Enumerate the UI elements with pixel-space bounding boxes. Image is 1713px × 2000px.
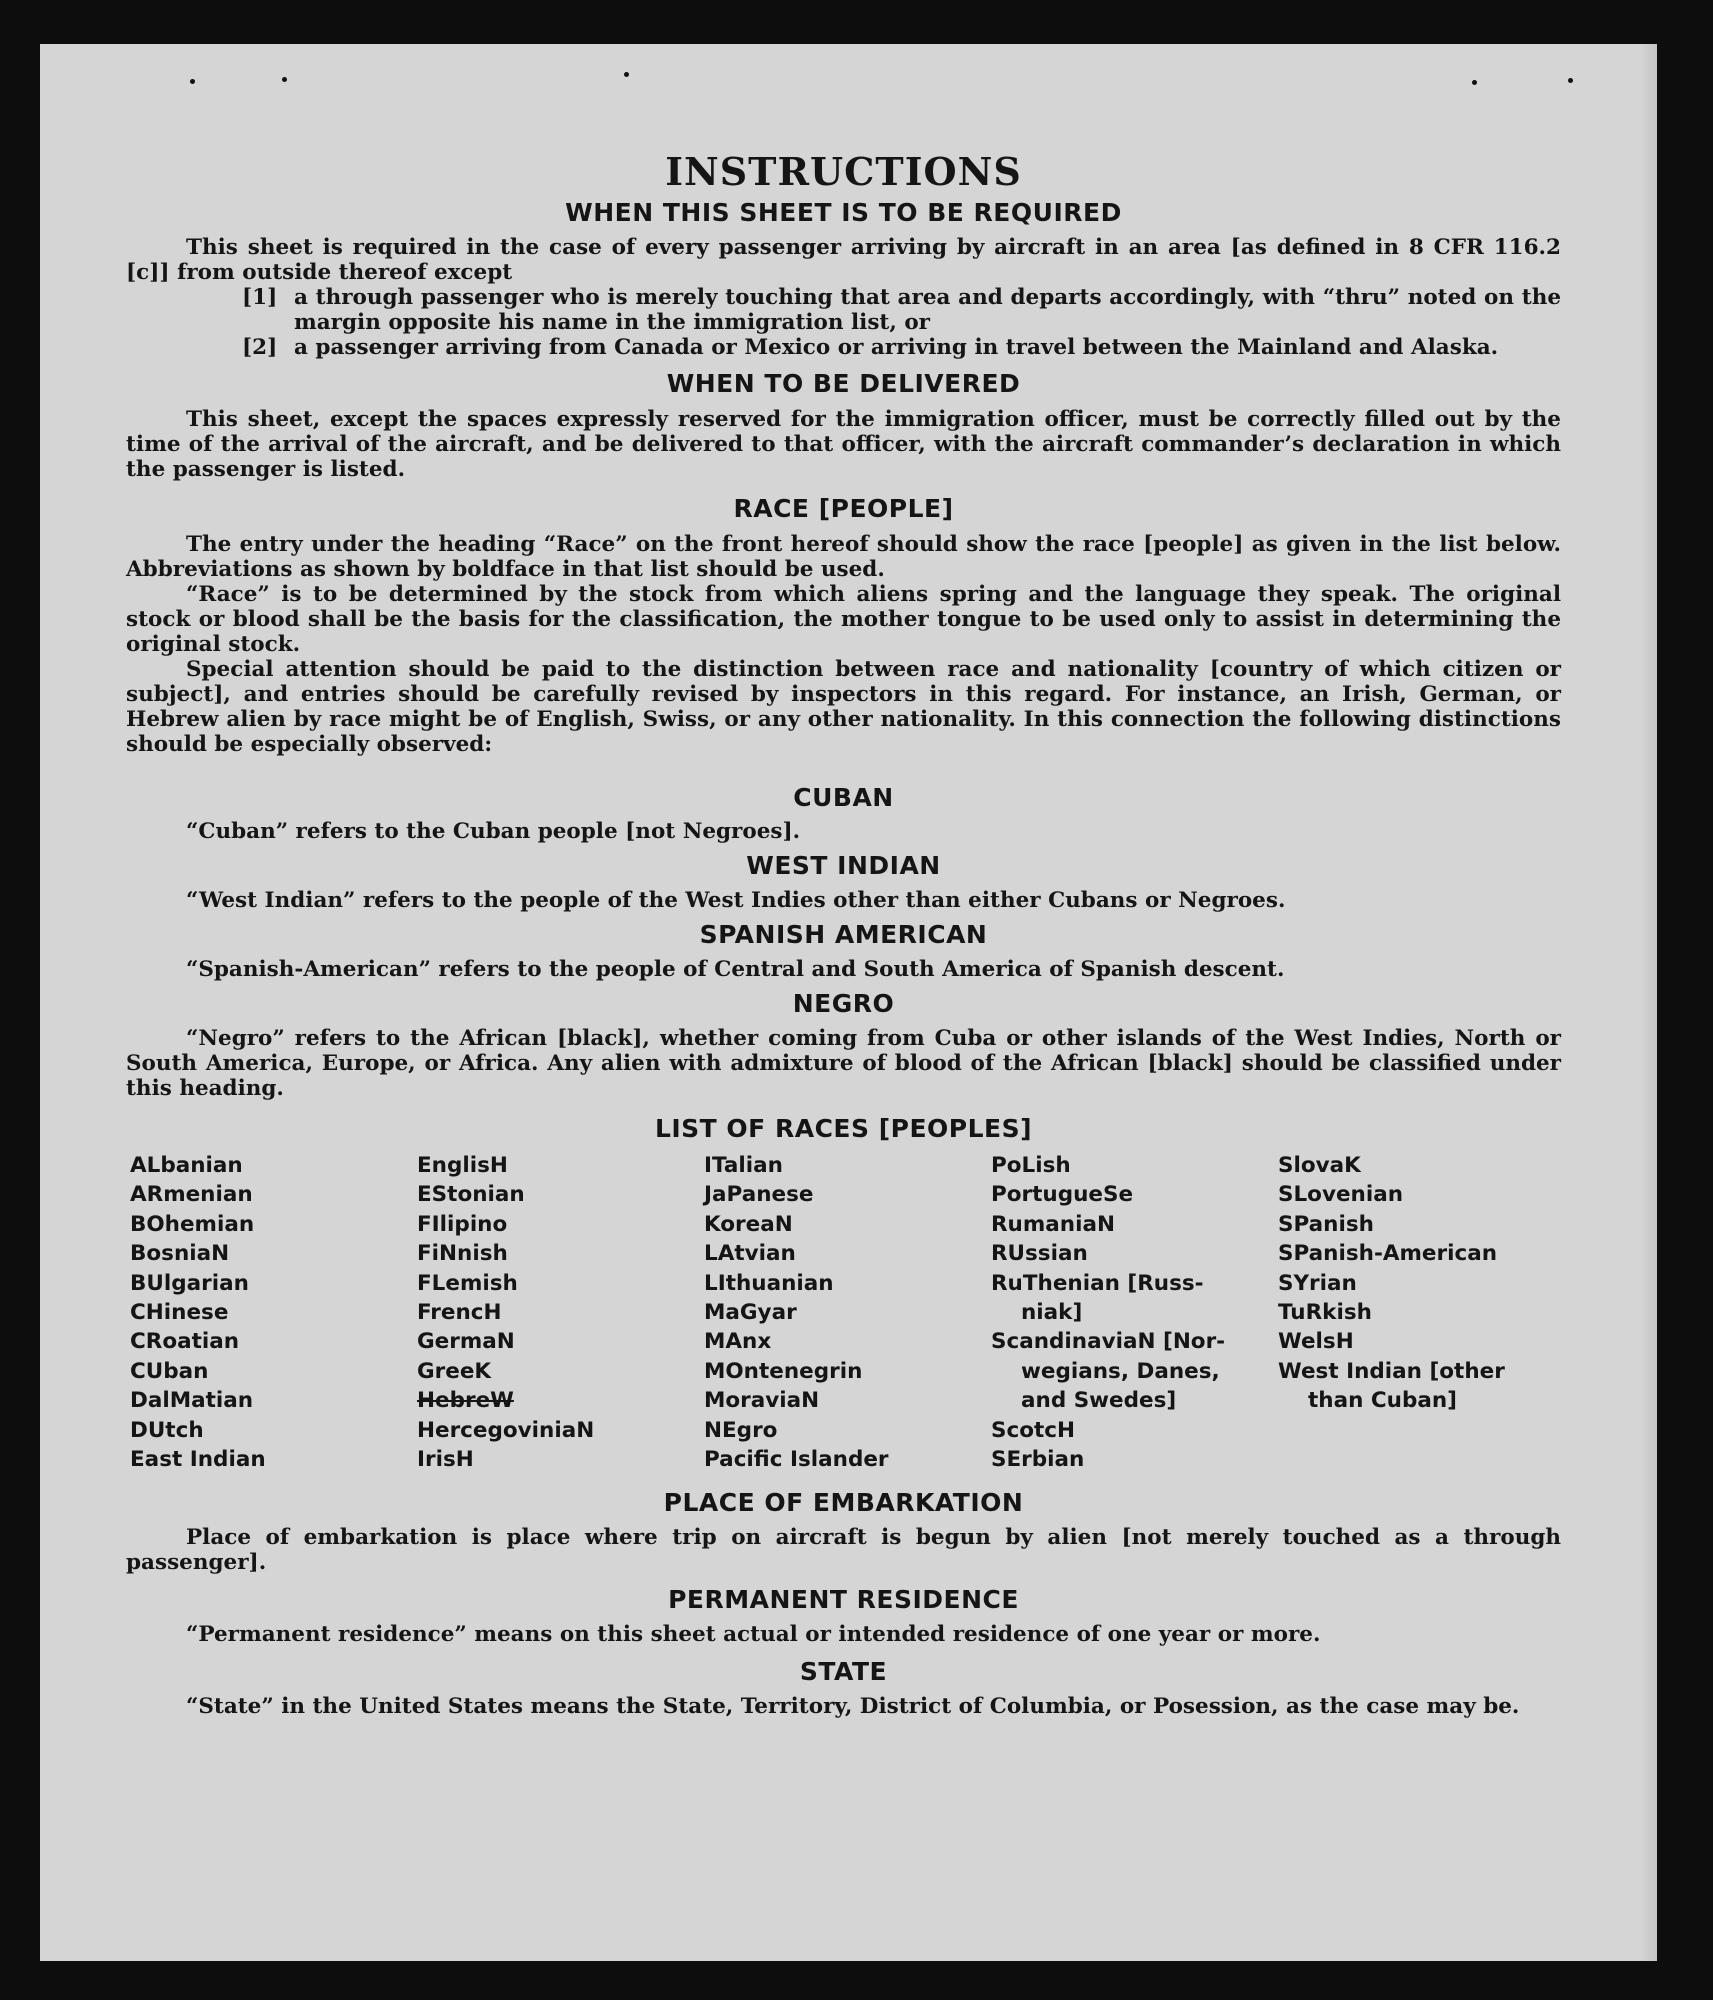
races-column-3 [704,1151,991,1474]
exception-item-1 [242,285,1561,335]
race-entry: DUtch [130,1417,204,1443]
race-entry: CUban [130,1358,209,1384]
heading-when-delivered: WHEN TO BE DELIVERED [666,369,1021,398]
race-entry: RumaniaN [991,1211,1115,1237]
race-entry: MOntenegrin [704,1358,863,1384]
when-required-intro: This sheet is required in the case of every passenger arriving by aircraft in an area [as defined in 8 CFR 116.2 [c]] from outside thereof except [126,235,1561,285]
heading-permanent-residence: PERMANENT RESIDENCE [668,1585,1019,1615]
race-entry-continuation: niak] [1021,1300,1083,1326]
race-entry: KoreaN [704,1211,793,1237]
race-entry: TuRkish [1278,1300,1372,1326]
heading-state: STATE [799,1657,888,1687]
races-column-5 [1278,1151,1565,1474]
when-delivered-text: This sheet, except the spaces expressly reserved for the immigration officer, must be correctly filled out by the time of the arrival of the aircraft, and be delivered to that officer, with the aircraft commander’s declaration in which the passenger is listed. [126,407,1561,482]
race-entry: ScotcH [991,1417,1076,1443]
race-entry: LAtvian [704,1241,796,1267]
race-entry: BosniaN [130,1241,230,1267]
race-entry-continuation: than Cuban] [1308,1388,1457,1414]
race-entry: HercegoviniaN [417,1417,595,1443]
race-entry: SErbian [991,1447,1085,1473]
race-entry: SPanish-American [1278,1241,1498,1267]
race-entry: MaGyar [704,1300,797,1326]
race-entry: SPanish [1278,1211,1374,1237]
race-entry: NEgro [704,1417,778,1443]
heading-spanish-american: SPANISH AMERICAN [699,920,988,949]
race-paragraph-2: “Race” is to be determined by the stock from which aliens spring and the language they speak. The original stock or blood shall be the basis for the classification, the mother tongue to be used only to assist in determining the original stock. [126,582,1561,657]
race-entry: FiNnish [417,1241,508,1267]
bleed-through-text [560,114,567,138]
document-page [40,44,1657,1961]
race-entry: SYrian [1278,1270,1357,1296]
permanent-residence-text: “Permanent residence” means on this sheet actual or intended residence of one year or more. [186,1622,1321,1648]
race-entry: FIlipino [417,1211,508,1237]
west-indian-text: “West Indian” refers to the people of the West Indies other than either Cubans or Negroes. [186,888,1286,913]
races-column-1 [130,1151,417,1474]
race-entry: EStonian [417,1182,525,1208]
race-entry: Pacific Islander [704,1447,889,1473]
spanish-american-text: “Spanish-American” refers to the people of Central and South America of Spanish descent. [186,957,1285,982]
race-entry: GermaN [417,1329,515,1355]
race-entry: MoraviaN [704,1388,820,1414]
race-entry: JaPanese [704,1182,814,1208]
race-entry: East Indian [130,1447,266,1473]
race-entry: RUssian [991,1241,1088,1267]
race-entry: GreeK [417,1358,492,1384]
speck-mark [1472,80,1477,85]
race-entry: ARmenian [130,1182,253,1208]
race-entry: WelsH [1278,1329,1354,1355]
exception-number: [1] [242,285,278,310]
race-entry: PoLish [991,1153,1071,1178]
speck-mark [190,79,195,84]
exception-text: a through passenger who is merely touching that area and departs accordingly, with “thru” noted on the margin opposite his name in the immigration list, or [294,285,1561,335]
embarkation-text: Place of embarkation is place where trip on aircraft is begun by alien [not merely touched as a through passenger]. [126,1525,1561,1576]
race-entry: West Indian [other [1278,1358,1505,1384]
race-entry: FLemish [417,1270,518,1296]
races-column-2 [417,1151,704,1474]
page-title: INSTRUCTIONS [665,149,1022,194]
speck-mark [1568,78,1573,83]
exception-text: a passenger arriving from Canada or Mexico or arriving in travel between the Mainland and Alaska. [294,335,1499,360]
race-entry: EnglisH [417,1153,508,1178]
state-text: “State” in the United States means the State, Territory, District of Columbia, or Posession, as the case may be. [186,1694,1520,1720]
races-list [130,1151,1561,1474]
race-entry: BUlgarian [130,1270,249,1296]
race-entry-continuation: and Swedes] [1021,1388,1177,1414]
speck-mark [282,77,287,82]
heading-list-of-races: LIST OF RACES [PEOPLES] [654,1114,1033,1143]
cuban-text: “Cuban” refers to the Cuban people [not Negroes]. [186,819,801,844]
race-entry: DalMatian [130,1388,254,1414]
exception-number: [2] [242,335,278,360]
heading-west-indian: WEST INDIAN [746,851,941,880]
race-entry: ScandinaviaN [Nor- [991,1329,1226,1355]
race-entry: CRoatian [130,1329,240,1355]
race-entry: BOhemian [130,1211,255,1237]
race-entry: LIthuanian [704,1270,834,1296]
race-entry: SLovenian [1278,1182,1404,1208]
heading-place-of-embarkation: PLACE OF EMBARKATION [663,1488,1024,1518]
race-paragraph-1: The entry under the heading “Race” on the front hereof should show the race [people] as given in the list below. Abbreviations as shown by boldface in that list should be used. [126,532,1561,582]
race-entry: RuThenian [Russ- [991,1270,1204,1296]
race-entry: CHinese [130,1300,229,1326]
race-entry: MAnx [704,1329,772,1355]
race-paragraph-3: Special attention should be paid to the distinction between race and nationality [country of which citizen or subject], and entries should be carefully revised by inspectors in this regard. For instance, an Irish, German, or Hebrew alien by race might be of English, Swiss, or any other nationality. In this connection the following distinctions should be especially observed: [126,657,1561,757]
heading-cuban: CUBAN [793,783,894,812]
race-entry: ITalian [704,1153,783,1178]
heading-negro: NEGRO [792,989,895,1018]
heading-when-required: WHEN THIS SHEET IS TO BE REQUIRED [565,198,1122,227]
race-entry: PortugueSe [991,1182,1134,1208]
race-entry: SlovaK [1278,1153,1361,1178]
race-entry-struck: HebreW [417,1388,514,1414]
race-entry: ALbanian [130,1153,243,1178]
race-entry: IrisH [417,1447,474,1473]
heading-race: RACE [PEOPLE] [733,494,954,523]
race-entry-continuation: wegians, Danes, [1021,1358,1220,1384]
races-column-4 [991,1151,1278,1474]
negro-text: “Negro” refers to the African [black], whether coming from Cuba or other islands of the West Indies, North or South America, Europe, or Africa. Any alien with admixture of blood of the African [black] should be classified under this heading. [126,1026,1561,1101]
speck-mark [624,72,629,77]
exception-item-2 [242,335,1561,360]
race-entry: FrencH [417,1300,502,1326]
